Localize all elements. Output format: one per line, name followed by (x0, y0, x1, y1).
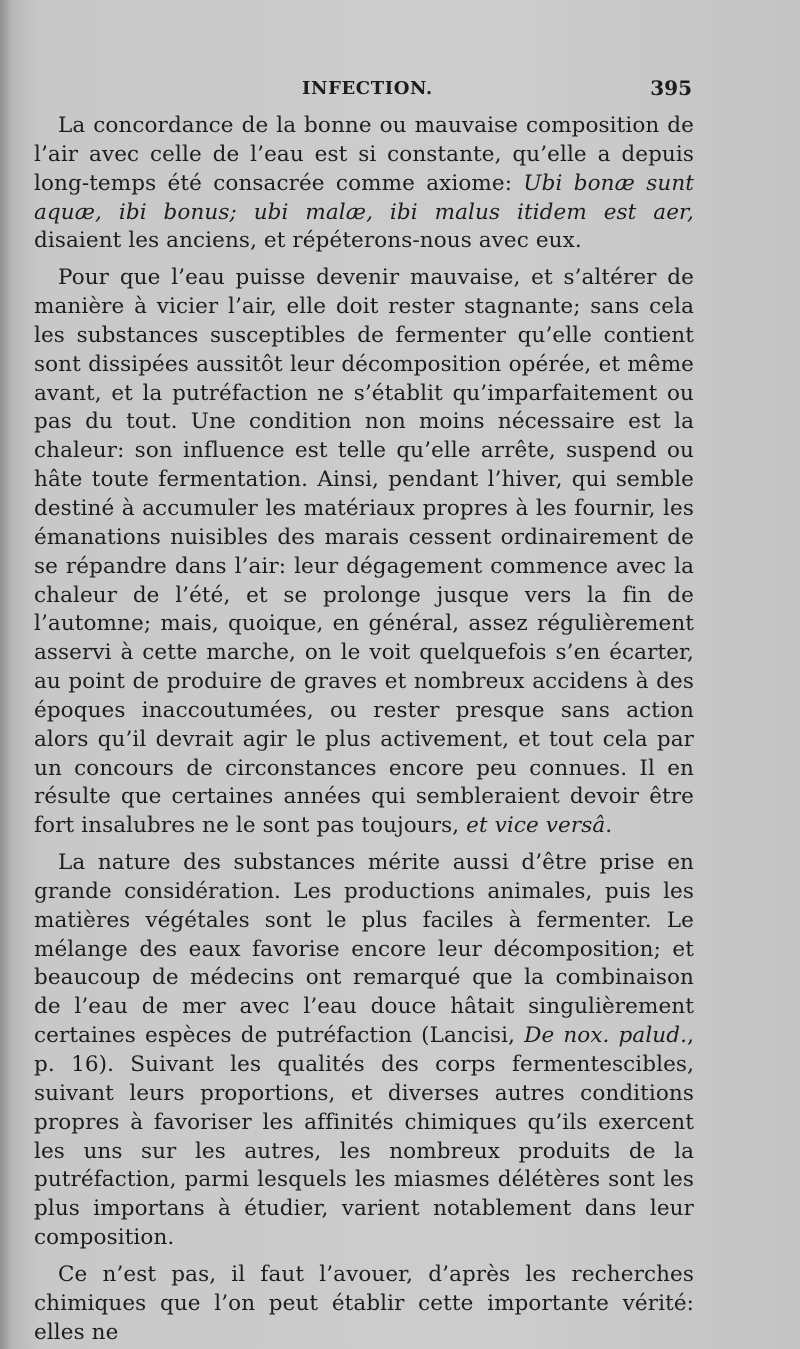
paragraph-3-citation-title: De nox. palud. (524, 1023, 688, 1049)
paragraph-1 (34, 112, 694, 256)
paragraph-4-part-1: Ce n’est pas, il faut l’avouer, d’après les recherches chimiques que l’on peut établir cette importante vérité: elles ne (34, 1261, 694, 1345)
paragraph-2 (34, 264, 694, 841)
paragraph-2-italic-phrase: et vice versâ (466, 813, 606, 839)
page-number: 395 (650, 76, 692, 100)
paragraph-3 (34, 849, 694, 1253)
paragraph-2-part-3: . (605, 813, 613, 839)
page-header (62, 78, 692, 104)
paragraph-1-part-1: La concordance de la bonne ou mauvaise composition de l’air avec celle de l’eau est si constante, qu’elle a depuis long-temps été consacrée comme axiome: (34, 113, 694, 196)
paragraph-4 (34, 1261, 694, 1348)
body-text (34, 112, 694, 1347)
paragraph-1-part-3: disaient les anciens, et répéterons-nous avec eux. (34, 228, 582, 254)
running-head: INFECTION. (302, 78, 433, 99)
paragraph-3-part-1: La nature des substances mérite aussi d’être prise en grande considération. Les productions animales, puis les matières végétales sont le plus faciles à fermenter. Le mélange des eaux favorise encore leur décomposition; et beaucoup de médecins ont remarqué que la combinaison de l’eau de mer avec l’eau douce hâtait singulièrement certaines espèces de putréfaction (Lancisi, (34, 850, 694, 1049)
paragraph-2-part-1: Pour que l’eau puisse devenir mauvaise, et s’altérer de manière à vicier l’air, elle doit rester stagnante; sans cela les substances susceptibles de fermenter qu’elle contient sont dissipées aussitôt leur décomposition opérée, et même avant, et la putréfaction ne s’établit qu’imparfaitement ou pas du tout. Une condition non moins nécessaire est la chaleur: son influence est telle qu’elle arrête, suspend ou hâte toute fermentation. Ainsi, pendant l’hiver, qui semble destiné à accumuler les matériaux propres à les fournir, les émanations nuisibles des marais cessent ordinairement de se répandre dans l’air: leur dégagement commence avec la chaleur de l’été, et se prolonge jusque vers la fin de l’automne; mais, quoique, en général, assez régulièrement asservi à cette marche, on le voit quelquefois s’en écarter, au point de produire de graves et nombreux accidens à des époques inaccoutumées, ou rester presque sans action alors qu’il devrait agir le plus activement, et tout cela par un concours de circonstances encore peu connues. Il en résulte que certaines années qui sembleraient devoir être fort insalubres ne le sont pas toujours, (34, 265, 694, 839)
paragraph-3-part-3: , p. 16). Suivant les qualités des corps fermentescibles, suivant leurs proportions, et diverses autres conditions propres à favoriser les affinités chimiques qu’ils exercent les uns sur les autres, les nombreux produits de la putréfaction, parmi lesquels les miasmes délétères sont les plus importans à étudier, varient notablement dans leur composition. (34, 1023, 694, 1251)
paragraph-1-latin-quote: Ubi bonæ sunt aquæ, ibi bonus; ubi malæ, ibi malus itidem est aer, (34, 170, 694, 225)
